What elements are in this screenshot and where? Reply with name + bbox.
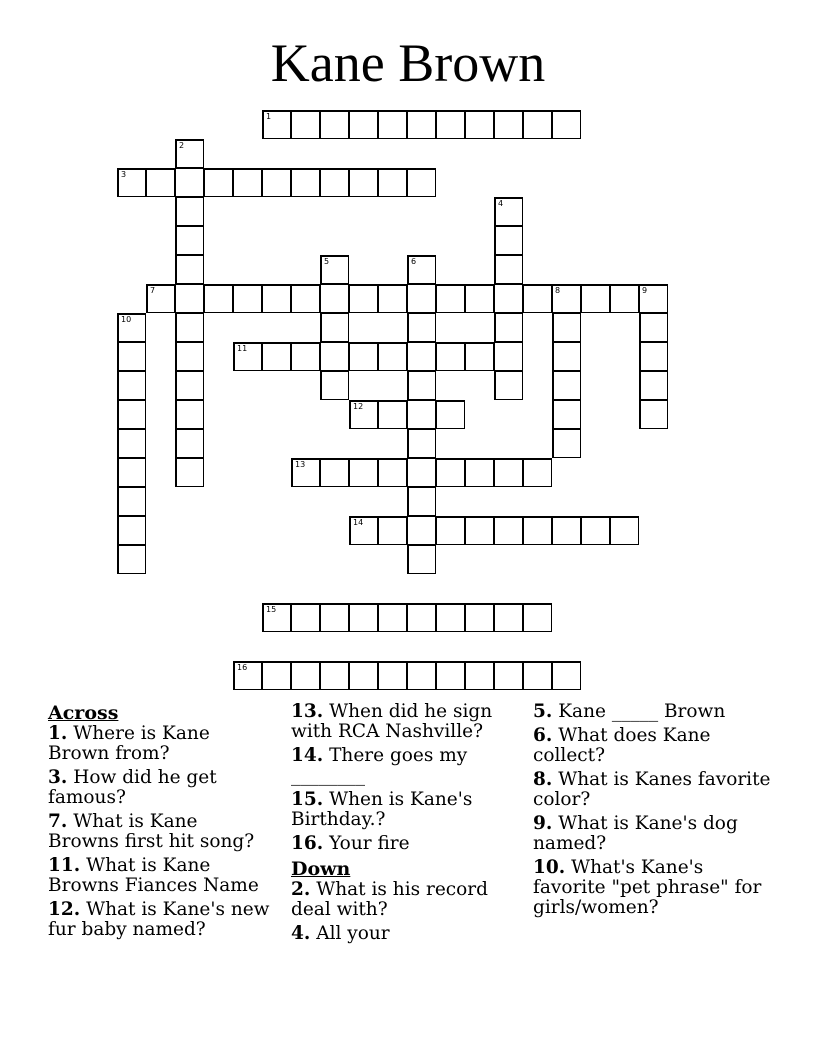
grid-cell[interactable] — [436, 516, 465, 545]
grid-cell[interactable] — [610, 284, 639, 313]
grid-cell[interactable] — [407, 168, 436, 197]
grid-cell[interactable] — [465, 284, 494, 313]
grid-cell[interactable] — [378, 516, 407, 545]
grid-cell[interactable] — [349, 110, 378, 139]
grid-cell[interactable] — [175, 371, 204, 400]
grid-cell[interactable] — [175, 255, 204, 284]
grid-cell[interactable] — [378, 458, 407, 487]
clues-column-1 — [48, 702, 274, 944]
clue-down-6: 6. What does Kane collect? — [533, 725, 711, 766]
grid-cell[interactable] — [262, 603, 291, 632]
grid-cell[interactable] — [117, 516, 146, 545]
grid-cell[interactable] — [552, 371, 581, 400]
grid-cell[interactable] — [117, 342, 146, 371]
clue-across-12: 12. What is Kane's new fur baby named? — [48, 899, 270, 940]
grid-cell[interactable] — [320, 371, 349, 400]
clue-across-14: 14. There goes my ________ — [291, 745, 468, 786]
clue-down-10: 10. What's Kane's favorite "pet phrase" for girls/women? — [533, 857, 762, 918]
grid-cell[interactable] — [436, 342, 465, 371]
grid-cell[interactable] — [465, 342, 494, 371]
grid-cell[interactable] — [494, 661, 523, 690]
grid-cell[interactable] — [291, 110, 320, 139]
clues-column-2 — [291, 702, 509, 948]
grid-cell[interactable] — [175, 284, 204, 313]
grid-cell[interactable] — [552, 342, 581, 371]
clue-number: 6 — [411, 257, 417, 266]
clue-number: 14 — [353, 518, 364, 527]
grid-cell[interactable] — [291, 168, 320, 197]
grid-cell[interactable] — [407, 545, 436, 574]
clue-across-16: 16. Your fire — [291, 833, 410, 854]
clue-across-13: 13. When did he sign with RCA Nashville? — [291, 701, 493, 742]
grid-cell[interactable] — [378, 661, 407, 690]
grid-cell[interactable] — [175, 313, 204, 342]
grid-cell[interactable] — [349, 661, 378, 690]
down-heading: Down — [291, 858, 351, 880]
clue-number: 5 — [324, 257, 330, 266]
grid-cell[interactable] — [494, 313, 523, 342]
grid-cell[interactable] — [407, 313, 436, 342]
clue-across-7: 7. What is Kane Browns first hit song? — [48, 811, 255, 852]
grid-cell[interactable] — [407, 255, 436, 284]
clue-across-15: 15. When is Kane's Birthday.? — [291, 789, 473, 830]
grid-cell[interactable] — [407, 110, 436, 139]
grid-cell[interactable] — [378, 603, 407, 632]
grid-cell[interactable] — [552, 313, 581, 342]
grid-cell[interactable] — [436, 110, 465, 139]
grid-cell[interactable] — [494, 516, 523, 545]
grid-cell[interactable] — [378, 110, 407, 139]
grid-cell[interactable] — [233, 168, 262, 197]
clue-number: 2 — [179, 141, 185, 150]
grid-cell[interactable] — [349, 342, 378, 371]
grid-cell[interactable] — [320, 661, 349, 690]
grid-cell[interactable] — [407, 284, 436, 313]
grid-cell[interactable] — [378, 284, 407, 313]
grid-cell[interactable] — [378, 400, 407, 429]
grid-cell[interactable] — [175, 226, 204, 255]
grid-cell[interactable] — [494, 342, 523, 371]
clue-number: 3 — [121, 170, 127, 179]
grid-cell[interactable] — [378, 342, 407, 371]
grid-cell[interactable] — [407, 661, 436, 690]
grid-cell[interactable] — [320, 458, 349, 487]
grid-cell[interactable] — [552, 516, 581, 545]
grid-cell[interactable] — [407, 342, 436, 371]
grid-cell[interactable] — [175, 342, 204, 371]
grid-cell[interactable] — [291, 603, 320, 632]
grid-cell[interactable] — [146, 168, 175, 197]
grid-cell[interactable] — [639, 284, 668, 313]
grid-cell[interactable] — [494, 371, 523, 400]
grid-cell[interactable] — [581, 284, 610, 313]
grid-cell[interactable] — [204, 284, 233, 313]
grid-cell[interactable] — [117, 168, 146, 197]
clue-down-5: 5. Kane _____ Brown — [533, 701, 726, 722]
grid-cell[interactable] — [523, 661, 552, 690]
grid-cell[interactable] — [320, 313, 349, 342]
grid-cell[interactable] — [291, 284, 320, 313]
grid-cell[interactable] — [407, 429, 436, 458]
grid-cell[interactable] — [494, 284, 523, 313]
grid-cell[interactable] — [204, 168, 233, 197]
clue-down-8: 8. What is Kanes favorite color? — [533, 769, 771, 810]
clue-number: 11 — [237, 344, 248, 353]
grid-cell[interactable] — [175, 429, 204, 458]
grid-cell[interactable] — [407, 603, 436, 632]
grid-cell[interactable] — [436, 603, 465, 632]
clue-number: 1 — [266, 112, 272, 121]
grid-cell[interactable] — [117, 545, 146, 574]
grid-cell[interactable] — [175, 458, 204, 487]
across-heading: Across — [48, 702, 119, 724]
grid-cell[interactable] — [233, 284, 262, 313]
grid-cell[interactable] — [117, 371, 146, 400]
grid-cell[interactable] — [320, 255, 349, 284]
grid-cell[interactable] — [117, 400, 146, 429]
grid-cell[interactable] — [262, 661, 291, 690]
clue-number: 15 — [266, 605, 277, 614]
grid-cell[interactable] — [349, 400, 378, 429]
grid-cell[interactable] — [494, 255, 523, 284]
grid-cell[interactable] — [494, 110, 523, 139]
grid-cell[interactable] — [349, 458, 378, 487]
clue-number: 16 — [237, 663, 248, 672]
grid-cell[interactable] — [349, 284, 378, 313]
grid-cell[interactable] — [523, 516, 552, 545]
grid-cell[interactable] — [436, 284, 465, 313]
grid-cell[interactable] — [639, 313, 668, 342]
grid-cell[interactable] — [494, 226, 523, 255]
grid-cell[interactable] — [117, 487, 146, 516]
grid-cell[interactable] — [552, 429, 581, 458]
grid-cell[interactable] — [349, 168, 378, 197]
grid-cell[interactable] — [407, 487, 436, 516]
grid-cell[interactable] — [117, 429, 146, 458]
grid-cell[interactable] — [407, 458, 436, 487]
grid-cell[interactable] — [465, 603, 494, 632]
grid-cell[interactable] — [117, 313, 146, 342]
grid-cell[interactable] — [581, 516, 610, 545]
grid-cell[interactable] — [320, 342, 349, 371]
grid-cell[interactable] — [291, 342, 320, 371]
grid-cell[interactable] — [233, 661, 262, 690]
grid-cell[interactable] — [523, 458, 552, 487]
clue-number: 9 — [642, 286, 648, 295]
grid-cell[interactable] — [262, 342, 291, 371]
clue-down-2: 2. What is his record deal with? — [291, 879, 488, 920]
grid-cell[interactable] — [175, 139, 204, 168]
clue-across-11: 11. What is Kane Browns Fiances Name — [48, 855, 259, 896]
grid-cell[interactable] — [146, 284, 175, 313]
grid-cell[interactable] — [639, 371, 668, 400]
grid-cell[interactable] — [465, 110, 494, 139]
grid-cell[interactable] — [262, 168, 291, 197]
grid-cell[interactable] — [378, 168, 407, 197]
grid-cell[interactable] — [494, 603, 523, 632]
grid-cell[interactable] — [291, 661, 320, 690]
grid-cell[interactable] — [494, 458, 523, 487]
grid-cell[interactable] — [320, 168, 349, 197]
grid-cell[interactable] — [349, 516, 378, 545]
grid-cell[interactable] — [494, 197, 523, 226]
clue-across-3: 3. How did he get famous? — [48, 767, 217, 808]
grid-cell[interactable] — [523, 284, 552, 313]
grid-cell[interactable] — [233, 342, 262, 371]
grid-cell[interactable] — [465, 661, 494, 690]
grid-cell[interactable] — [175, 168, 204, 197]
grid-cell[interactable] — [465, 516, 494, 545]
grid-cell[interactable] — [552, 284, 581, 313]
grid-cell[interactable] — [465, 458, 494, 487]
grid-cell[interactable] — [320, 603, 349, 632]
clues-column-3 — [533, 702, 773, 922]
clue-number: 8 — [555, 286, 561, 295]
grid-cell[interactable] — [291, 458, 320, 487]
clue-number: 7 — [150, 286, 156, 295]
grid-cell[interactable] — [436, 458, 465, 487]
grid-cell[interactable] — [552, 661, 581, 690]
grid-cell[interactable] — [262, 284, 291, 313]
grid-cell[interactable] — [552, 110, 581, 139]
grid-cell[interactable] — [349, 603, 378, 632]
grid-cell[interactable] — [407, 371, 436, 400]
grid-cell[interactable] — [639, 342, 668, 371]
grid-cell[interactable] — [436, 400, 465, 429]
clue-number: 13 — [295, 460, 306, 469]
grid-cell[interactable] — [407, 516, 436, 545]
grid-cell[interactable] — [436, 661, 465, 690]
clue-across-1: 1. Where is Kane Brown from? — [48, 723, 210, 764]
clue-number: 4 — [498, 199, 504, 208]
grid-cell[interactable] — [610, 516, 639, 545]
clue-number: 10 — [121, 315, 132, 324]
grid-cell[interactable] — [262, 110, 291, 139]
grid-cell[interactable] — [175, 197, 204, 226]
grid-cell[interactable] — [523, 110, 552, 139]
grid-cell[interactable] — [407, 400, 436, 429]
puzzle-title: Kane Brown — [270, 33, 546, 93]
grid-cell[interactable] — [552, 400, 581, 429]
grid-cell[interactable] — [320, 110, 349, 139]
grid-cell[interactable] — [523, 603, 552, 632]
clue-down-9: 9. What is Kane's dog named? — [533, 813, 738, 854]
grid-cell[interactable] — [320, 284, 349, 313]
clue-number: 12 — [353, 402, 364, 411]
clue-down-4: 4. All your — [291, 923, 390, 944]
grid-cell[interactable] — [117, 458, 146, 487]
grid-cell[interactable] — [639, 400, 668, 429]
grid-cell[interactable] — [175, 400, 204, 429]
